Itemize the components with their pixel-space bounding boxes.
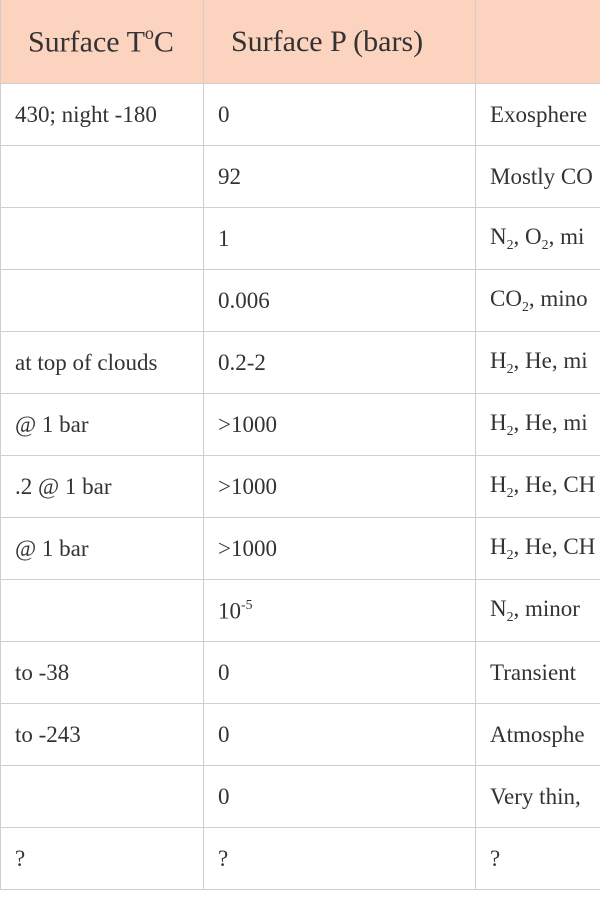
cell-temp: ? [1, 828, 204, 890]
table-row [0, 270, 600, 332]
table-row [0, 580, 600, 642]
atm-subscript: 2 [506, 547, 514, 563]
cell-pressure: 92 [204, 146, 476, 208]
table-row [0, 518, 600, 580]
cell-atmosphere [476, 828, 600, 890]
cell-pressure: >1000 [204, 456, 476, 518]
atm-text: , mino [528, 286, 588, 312]
atm-text: ? [490, 846, 501, 871]
table-row [0, 332, 600, 394]
cell-temp [1, 146, 204, 208]
pressure-base: 10 [218, 598, 241, 624]
cell-temp [1, 766, 204, 828]
header-row [0, 0, 600, 84]
header-temp-suffix: C [153, 25, 174, 59]
cell-pressure: 0 [204, 766, 476, 828]
cell-atmosphere [476, 332, 600, 394]
table-row [0, 84, 600, 146]
cell-atmosphere [476, 270, 600, 332]
header-temp-prefix: Surface T [28, 25, 145, 59]
cell-atmosphere [476, 704, 600, 766]
header-surface-pressure: Surface P (bars) [204, 0, 476, 84]
atm-text: CO [490, 286, 522, 312]
cell-atmosphere [476, 84, 600, 146]
atm-text: , He, mi [513, 348, 588, 374]
header-surface-temp [1, 0, 204, 84]
cell-atmosphere [476, 456, 600, 518]
atm-text: Transient [490, 660, 577, 685]
cell-pressure: >1000 [204, 518, 476, 580]
atm-subscript: 2 [506, 485, 514, 501]
cell-pressure: 0 [204, 84, 476, 146]
table-row [0, 456, 600, 518]
cell-temp: at top of clouds [1, 332, 204, 394]
atm-text: N [490, 596, 507, 622]
cell-atmosphere [476, 642, 600, 704]
atm-text: H [490, 410, 507, 436]
cell-temp [1, 208, 204, 270]
atm-subscript: 2 [541, 237, 549, 253]
cell-atmosphere [476, 146, 600, 208]
cell-temp: 430; night -180 [1, 84, 204, 146]
cell-temp: to -38 [1, 642, 204, 704]
table-row [0, 828, 600, 890]
cell-pressure: 0.006 [204, 270, 476, 332]
cell-atmosphere [476, 518, 600, 580]
header-atmosphere [476, 0, 600, 84]
table-row [0, 146, 600, 208]
atm-text: Very thin, [490, 784, 581, 809]
cell-pressure: 0 [204, 642, 476, 704]
atm-text: Exosphere [490, 102, 588, 127]
cell-pressure: ? [204, 828, 476, 890]
cell-atmosphere [476, 208, 600, 270]
cell-temp: to -243 [1, 704, 204, 766]
atm-text: Atmosphe [490, 722, 585, 747]
atm-text: , O [513, 224, 542, 250]
cell-pressure: 0.2-2 [204, 332, 476, 394]
atm-text: H [490, 534, 507, 560]
cell-temp: @ 1 bar [1, 518, 204, 580]
atm-subscript: 2 [506, 609, 514, 625]
atm-subscript: 2 [521, 299, 529, 315]
cell-atmosphere [476, 394, 600, 456]
atm-subscript: 2 [506, 361, 514, 377]
table-row [0, 642, 600, 704]
table-row [0, 208, 600, 270]
atm-text: , He, CH [513, 534, 596, 560]
cell-pressure: 0 [204, 704, 476, 766]
atm-text: , minor [513, 596, 580, 622]
table-row [0, 394, 600, 456]
atm-text: H [490, 348, 507, 374]
cell-pressure: >1000 [204, 394, 476, 456]
cell-atmosphere [476, 580, 600, 642]
cell-temp [1, 270, 204, 332]
table-row [0, 766, 600, 828]
pressure-exponent: -5 [241, 597, 253, 613]
atm-text: N [490, 224, 507, 250]
table-row [0, 704, 600, 766]
atm-text: , He, mi [513, 410, 588, 436]
cell-pressure [204, 580, 476, 642]
cell-temp [1, 580, 204, 642]
cell-atmosphere [476, 766, 600, 828]
atm-subscript: 2 [506, 237, 514, 253]
cell-pressure: 1 [204, 208, 476, 270]
atm-text: Mostly CO [490, 164, 593, 189]
atm-text: , He, CH [513, 472, 596, 498]
atm-text: H [490, 472, 507, 498]
header-temp-degree: o [144, 23, 154, 44]
atm-subscript: 2 [506, 423, 514, 439]
cell-temp: @ 1 bar [1, 394, 204, 456]
atm-text: , mi [548, 224, 585, 250]
cell-temp: .2 @ 1 bar [1, 456, 204, 518]
